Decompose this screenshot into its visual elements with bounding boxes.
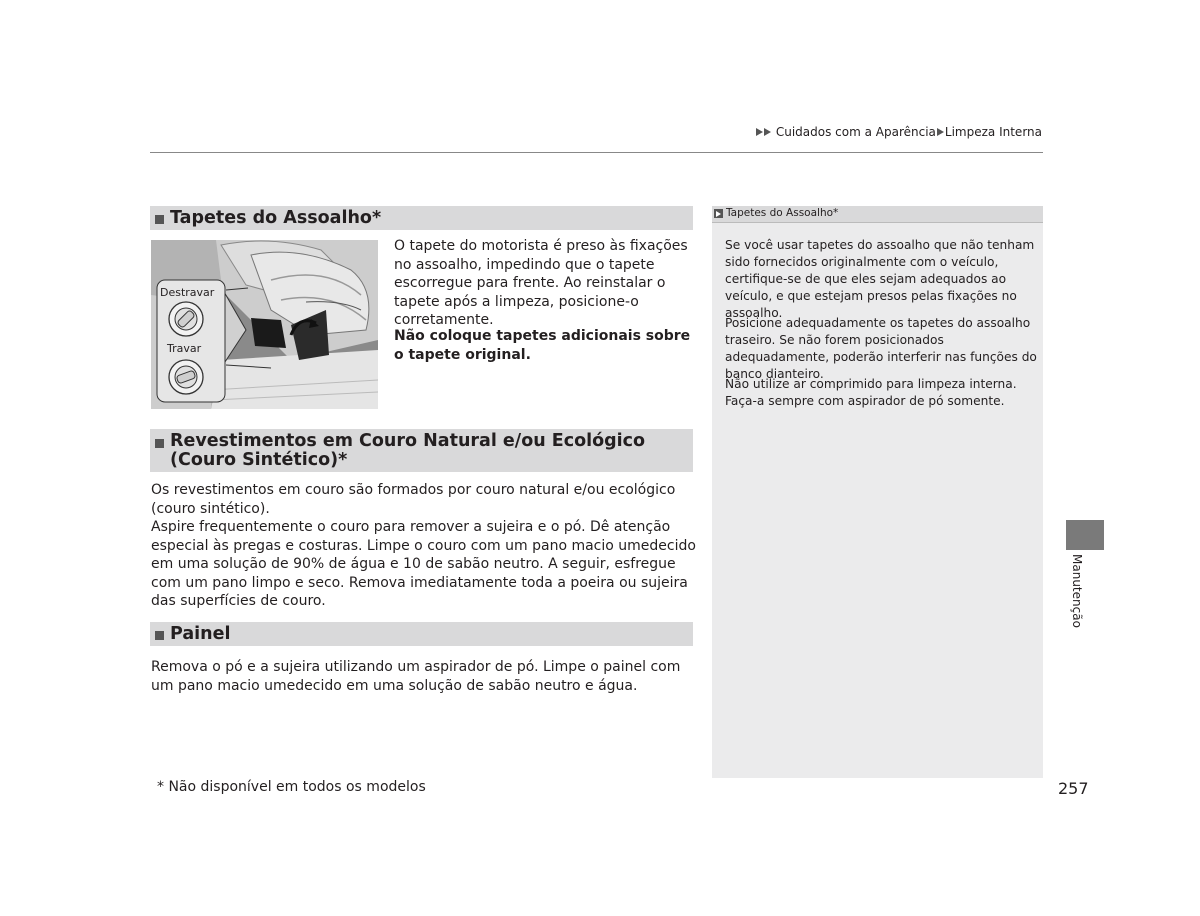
floor-mats-paragraph: O tapete do motorista é preso às fixações no assoalho, impedindo que o tapete escorregue para frente. Ao reinstalar o tapete após a limpeza, posicione-o corretamente. xyxy=(394,238,688,328)
section-bullet-icon xyxy=(155,215,164,224)
breadcrumb-item-interior: Limpeza Interna xyxy=(944,125,1042,139)
section-bullet-icon xyxy=(155,631,164,640)
section-bullet-icon xyxy=(155,439,164,448)
arrow-icon xyxy=(756,128,763,136)
breadcrumb-item-appearance: Cuidados com a Aparência xyxy=(775,125,936,139)
chapter-tab xyxy=(1068,554,1088,636)
note-reference-icon xyxy=(714,209,723,218)
floor-mat-illustration xyxy=(151,240,378,409)
section-header-panel xyxy=(150,622,693,646)
sidebar-note-header xyxy=(712,206,1043,223)
sidebar-note-paragraph-1: Se você usar tapetes do assoalho que não tenham sido fornecidos originalmente com o veículo, certifique-se de que eles sejam adequados ao veículo, e que estejam presos pelas fixações no assoalho. xyxy=(725,238,1035,320)
sidebar-note-paragraph-3: Não utilize ar comprimido para limpeza interna. Faça-a sempre com aspirador de pó somente. xyxy=(725,377,1017,408)
section-header-floor-mats xyxy=(150,206,693,230)
header-divider xyxy=(150,152,1043,153)
chapter-tab-marker xyxy=(1066,520,1104,550)
page-number: 257 xyxy=(1058,779,1089,798)
chapter-tab-label: Manutenção xyxy=(1070,554,1084,628)
sidebar-note-paragraph-2: Posicione adequadamente os tapetes do assoalho traseiro. Se não forem posicionados adequadamente, poderão interferir nas funções do banco dianteiro. xyxy=(725,316,1037,381)
lock-label: Travar xyxy=(167,342,202,355)
arrow-icon xyxy=(764,128,771,136)
unlock-label: Destravar xyxy=(160,286,215,299)
section-header-leather xyxy=(150,429,693,472)
leather-paragraph-2: Aspire frequentemente o couro para remover a sujeira e o pó. Dê atenção especial às pregas e costuras. Limpe o couro com um pano macio umedecido em uma solução de 90% de água e 10 de sabão neutro. A seguir, esfregue com um pano limpo e seco. Remova imediatamente toda a poeira ou sujeira das superfícies de couro. xyxy=(151,519,696,609)
section-title-line2: (Couro Sintético)* xyxy=(170,450,348,470)
sidebar-note-title: Tapetes do Assoalho* xyxy=(726,207,839,219)
arrow-icon xyxy=(937,128,944,136)
footnote: * Não disponível em todos os modelos xyxy=(157,779,426,795)
section-title: Tapetes do Assoalho* xyxy=(170,208,382,228)
section-title-line1: Revestimentos em Couro Natural e/ou Ecológico xyxy=(170,431,646,451)
section-title xyxy=(170,432,645,470)
panel-paragraph: Remova o pó e a sujeira utilizando um aspirador de pó. Limpe o painel com um pano macio umedecido em uma solução de sabão neutro e água. xyxy=(151,659,681,694)
leather-paragraph-1: Os revestimentos em couro são formados por couro natural e/ou ecológico (couro sintético). xyxy=(151,482,676,517)
floor-mats-warning: Não coloque tapetes adicionais sobre o tapete original. xyxy=(394,328,691,363)
breadcrumb xyxy=(600,125,1042,139)
section-title: Painel xyxy=(170,624,231,644)
